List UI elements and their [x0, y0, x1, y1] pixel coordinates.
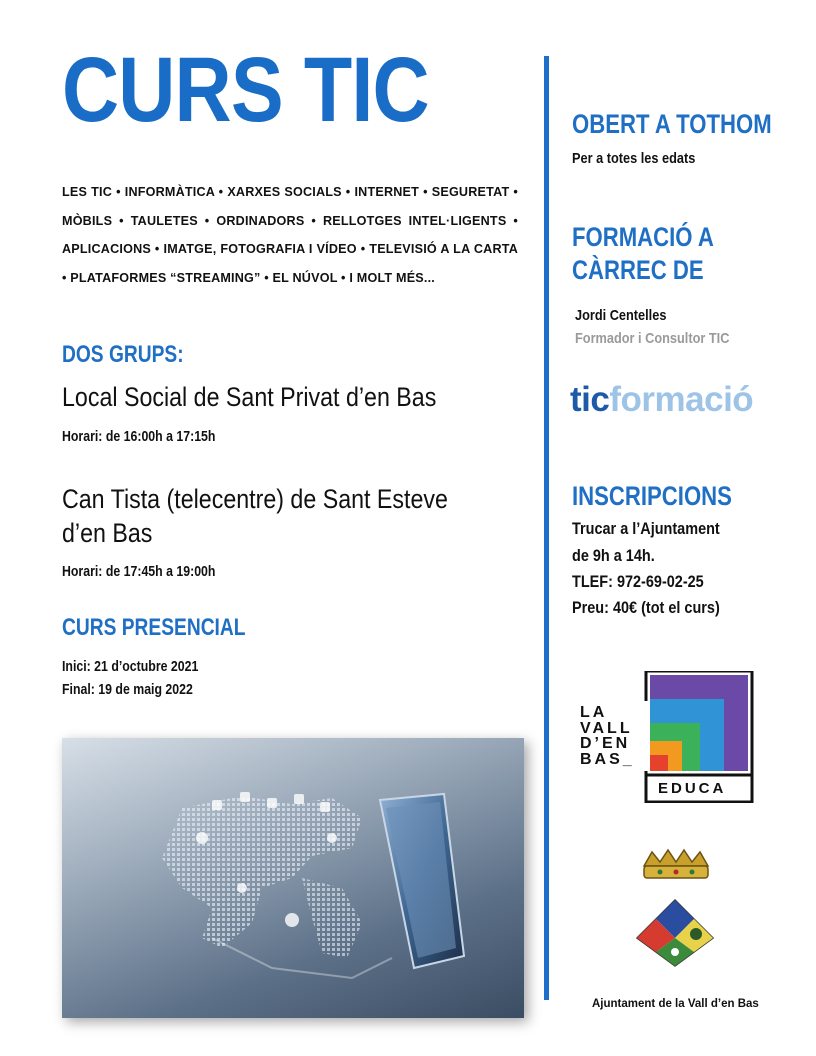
educa-line1: LA: [580, 704, 608, 721]
column-divider: [544, 56, 549, 1000]
training-heading-line1: FORMACIÓ A: [572, 222, 714, 252]
educa-logo: [574, 671, 754, 803]
inscriptions-phone: TLEF: 972-69-02-25: [572, 572, 704, 591]
group1-schedule: Horari: de 16:00h a 17:15h: [62, 429, 216, 445]
world-map-illustration: [62, 738, 524, 1018]
group2-place-line1: Can Tista (telecentre) de Sant Esteve: [62, 484, 448, 514]
trainer-role: Formador i Consultor TIC: [575, 330, 730, 347]
open-heading: OBERT A TOTHOM: [572, 109, 772, 139]
logo-tic: tic: [570, 380, 610, 419]
inscriptions-price: Preu: 40€ (tot el curs): [572, 598, 720, 617]
group1-place: Local Social de Sant Privat d’en Bas: [62, 382, 437, 412]
course-end: Final: 19 de maig 2022: [62, 682, 193, 698]
coat-of-arms: [630, 848, 720, 968]
coat-of-arms-icon: [630, 848, 720, 968]
ticformacio-logo: [570, 382, 753, 417]
course-start: Inici: 21 d’octubre 2021: [62, 659, 199, 675]
educa-line2: VALL: [580, 719, 633, 737]
educa-wordmark: [580, 705, 635, 767]
trainer-name: Jordi Centelles: [575, 307, 667, 324]
educa-line4: BAS_: [580, 750, 635, 768]
training-heading-line2: CÀRREC DE: [572, 255, 704, 285]
council-name: Ajuntament de la Vall d’en Bas: [592, 998, 759, 1010]
educa-label: EDUCA: [658, 780, 727, 797]
open-text: Per a totes les edats: [572, 150, 696, 167]
inscriptions-line1: Trucar a l’Ajuntament: [572, 519, 720, 538]
logo-formacio: formació: [609, 380, 754, 419]
course-heading: CURS PRESENCIAL: [62, 614, 246, 641]
topics-list: LES TIC • INFORMÀTICA • XARXES SOCIALS • INTERNET • SEGURETAT • MÒBILS • TAULETES • ORDINADORS • RELLOTGES INTEL·LIGENTS • APLICACIONS • IMATGE, FOTOGRAFIA I VÍDEO • TELEVISIÓ A LA CARTA • PLATAFORMES “STREAMING” • EL NÚVOL • I MOLT MÉS...: [62, 185, 518, 285]
inscriptions-line2: de 9h a 14h.: [572, 546, 655, 565]
technology-photo: [62, 738, 524, 1018]
educa-line3: D’EN: [580, 735, 631, 752]
groups-heading: DOS GRUPS:: [62, 341, 184, 368]
inscriptions-heading: INSCRIPCIONS: [572, 481, 732, 511]
group2-place-line2: d’en Bas: [62, 518, 153, 548]
group2-schedule: Horari: de 17:45h a 19:00h: [62, 564, 216, 580]
page-title: CURS TIC: [62, 39, 429, 141]
